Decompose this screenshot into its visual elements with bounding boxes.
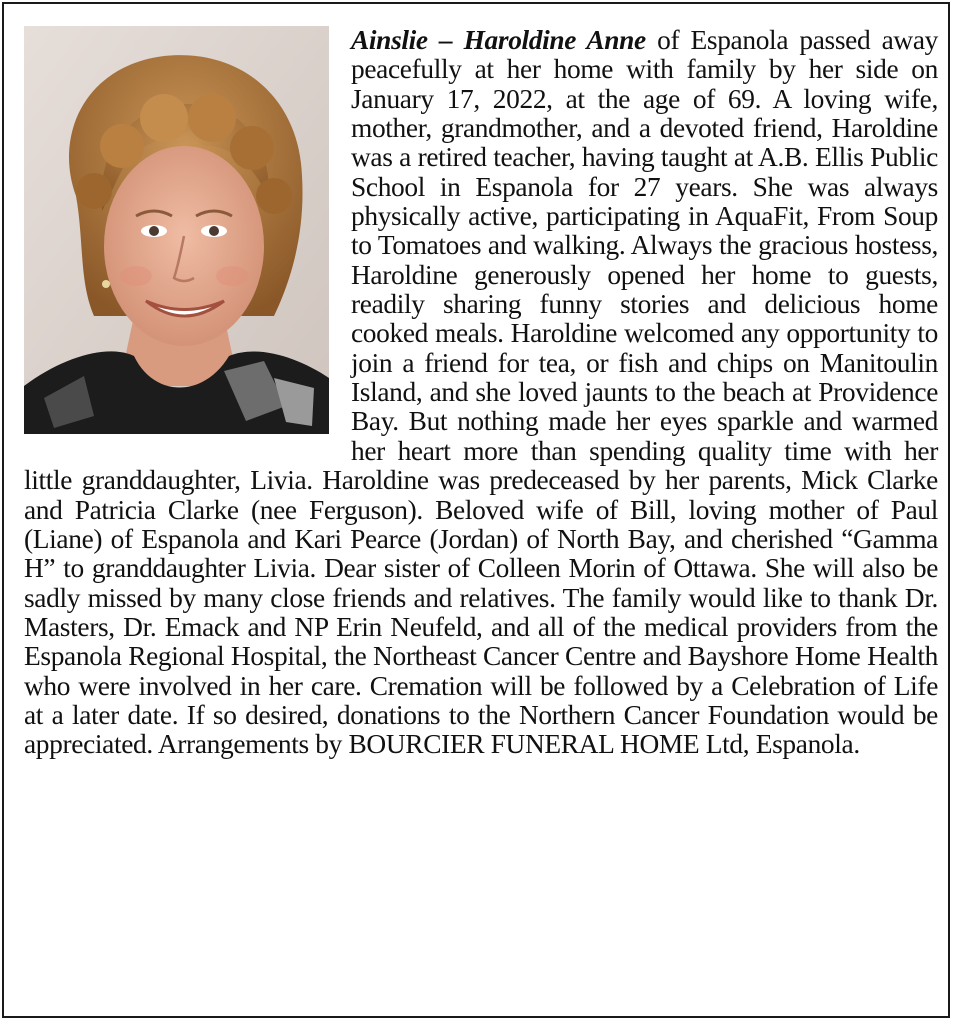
obituary-content [24, 26, 938, 760]
obituary-notice [2, 2, 950, 1018]
deceased-name: Ainslie – Haroldine Anne [351, 25, 646, 55]
portrait-photo [24, 26, 329, 434]
obituary-body: of Espanola passed away peacefully at her home with family by her side on January 17, 2022, at the age of 69. A loving wife, mother, grandmother, and a devoted friend, Haroldine was a retired teacher, having taught at A.B. Ellis Public School in Espanola for 27 years. She was always physically active, participating in AquaFit, From Soup to Tomatoes and walking. Always the gracious hostess, Haroldine generously opened her home to guests, readily sharing funny stories and delicious home cooked meals. Haroldine welcomed any opportunity to join a friend for tea, or fish and chips on Manitoulin Island, and she loved jaunts to the beach at Providence Bay. But nothing made her eyes sparkle and warmed her heart more than spending quality time with her little granddaughter, Livia. Haroldine was predeceased by her parents, Mick Clarke and Patricia Clarke (nee Ferguson). Beloved wife of Bill, loving mother of Paul (Liane) of Espanola and Kari Pearce (Jordan) of North Bay, and cherished “Gamma H” to granddaughter Livia. Dear sister of Colleen Morin of Ottawa. She will also be sadly missed by many close friends and relatives. The family would like to thank Dr. Masters, Dr. Emack and NP Erin Neufeld, and all of the medical providers from the Espanola Regional Hospital, the Northeast Cancer Centre and Bayshore Home Health who were involved in her care. Cremation will be followed by a Celebration of Life at a later date. If so desired, donations to the Northern Cancer Foundation would be appreciated. Arrangements by BOURCIER FUNERAL HOME Ltd, Espanola. [24, 25, 938, 760]
portrait-image [24, 26, 329, 434]
